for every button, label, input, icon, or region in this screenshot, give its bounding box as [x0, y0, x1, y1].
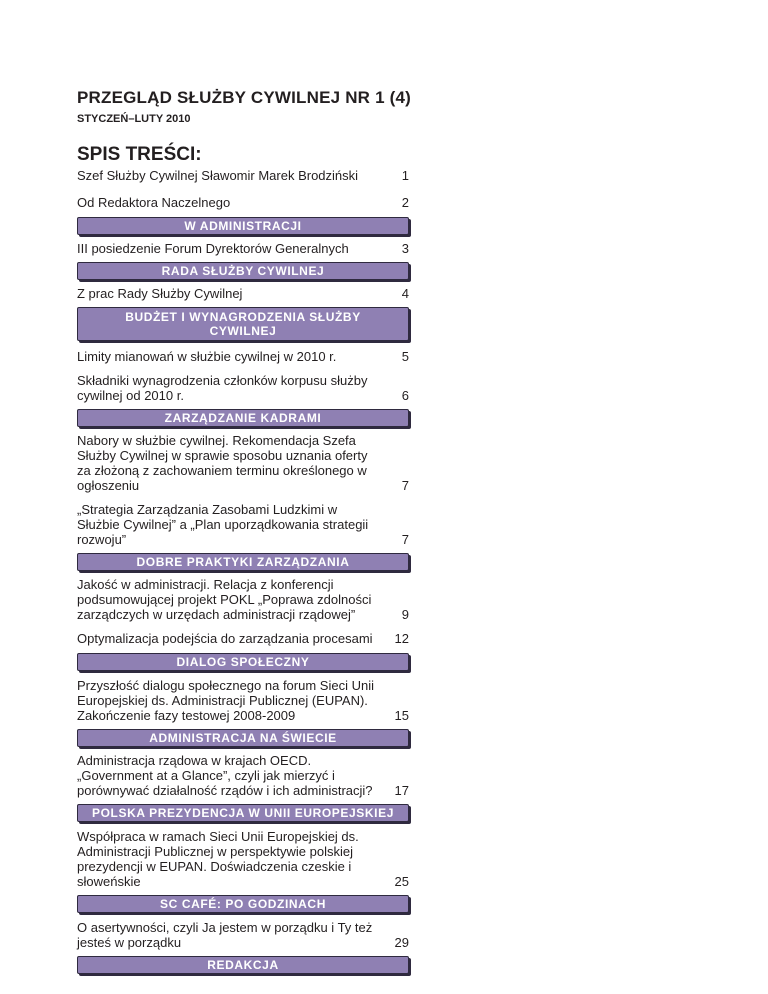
toc-entry-page: 17 [394, 783, 409, 798]
toc-entry-page: 4 [401, 286, 409, 301]
toc-entry-title: Składniki wynagrodzenia członków korpusu służby cywilnej od 2010 r. [77, 373, 368, 403]
toc-entry[interactable] [77, 920, 409, 950]
toc-entry-title: Szef Służby Cywilnej Sławomir Marek Brodziński [77, 168, 359, 183]
toc-entry-title: „Strategia Zarządzania Zasobami Ludzkimi w Służbie Cywilnej” a „Plan uporządkowania strategii rozwoju” [77, 502, 369, 547]
toc-entry-title: Optymalizacja podejścia do zarządzania procesami [77, 631, 373, 646]
toc-entry[interactable] [77, 433, 409, 493]
toc-entry-title: Jakość w administracji. Relacja z konferencji podsumowującej projekt POKL „Poprawa zdolności zarządczych w urzędach administracji rządowej” [77, 577, 372, 622]
toc-entry[interactable] [77, 678, 409, 723]
section-bar-dobre-praktyki: DOBRE PRAKTYKI ZARZĄDZANIA [77, 553, 409, 571]
toc-entry-title: Limity mianowań w służbie cywilnej w 2010 r. [77, 349, 337, 364]
toc-entry-title: Nabory w służbie cywilnej. Rekomendacja Szefa Służby Cywilnej w sprawie sposobu uznania oferty za złożoną z zachowaniem terminu określonego w ogłoszeniu [77, 433, 368, 493]
toc-entry[interactable] [77, 241, 409, 256]
toc-entry-page: 5 [401, 349, 409, 364]
toc-heading: SPIS TREŚCI: [77, 144, 202, 165]
section-bar-polska-prezydencja: POLSKA PREZYDENCJA W UNII EUROPEJSKIEJ [77, 804, 409, 822]
toc-entry[interactable] [77, 577, 409, 622]
toc-entry-page: 12 [394, 631, 409, 646]
toc-entry-title: Przyszłość dialogu społecznego na forum Sieci Unii Europejskiej ds. Administracji Publicznej (EUPAN). Zakończenie fazy testowej 2008-2009 [77, 678, 374, 723]
toc-entry-page: 3 [401, 241, 409, 256]
toc-entry[interactable] [77, 753, 409, 798]
toc-entry[interactable] [77, 631, 409, 646]
toc-entry[interactable] [77, 286, 409, 301]
toc-entry-title: III posiedzenie Forum Dyrektorów Generalnych [77, 241, 349, 256]
journal-title: PRZEGLĄD SŁUŻBY CYWILNEJ NR 1 (4) [77, 88, 412, 107]
toc-entry[interactable] [77, 195, 409, 210]
toc-entry-page: 29 [394, 935, 409, 950]
toc-entry-page: 6 [401, 388, 409, 403]
toc-entry[interactable] [77, 502, 409, 547]
section-bar-w-administracji: W ADMINISTRACJI [77, 217, 409, 235]
toc-entry-title: Administracja rządowa w krajach OECD. „Government at a Glance”, czyli jak mierzyć i porównywać działalność rządów i ich administracji? [77, 753, 373, 798]
issue-date: STYCZEŃ–LUTY 2010 [77, 113, 191, 125]
section-bar-sc-cafe: SC CAFÉ: PO GODZINACH [77, 895, 409, 913]
toc-entry-page: 7 [401, 478, 409, 493]
toc-entry-title: Współpraca w ramach Sieci Unii Europejskiej ds. Administracji Publicznej w perspektywie polskiej prezydencji w EUPAN. Doświadczenia czeskie i słoweńskie [77, 829, 359, 889]
table-of-contents [77, 168, 409, 974]
toc-entry[interactable] [77, 829, 409, 889]
section-bar-administracja-na-swiecie: ADMINISTRACJA NA ŚWIECIE [77, 729, 409, 747]
toc-entry-page: 9 [401, 607, 409, 622]
section-bar-redakcja: REDAKCJA [77, 956, 409, 974]
toc-entry-title: Z prac Rady Służby Cywilnej [77, 286, 243, 301]
section-bar-rada-sluzby-cywilnej: RADA SŁUŻBY CYWILNEJ [77, 262, 409, 280]
toc-entry[interactable] [77, 168, 409, 183]
toc-entry-page: 2 [401, 195, 409, 210]
toc-entry-title: Od Redaktora Naczelnego [77, 195, 231, 210]
toc-entry-title: O asertywności, czyli Ja jestem w porządku i Ty też jesteś w porządku [77, 920, 373, 950]
section-bar-dialog-spoleczny: DIALOG SPOŁECZNY [77, 653, 409, 671]
toc-entry[interactable] [77, 373, 409, 403]
section-bar-budzet-i-wynagrodzenia: BUDŻET I WYNAGRODZENIA SŁUŻBY CYWILNEJ [77, 307, 409, 341]
toc-entry[interactable] [77, 349, 409, 364]
toc-entry-page: 15 [394, 708, 409, 723]
toc-entry-page: 1 [401, 168, 409, 183]
toc-entry-page: 7 [401, 532, 409, 547]
toc-entry-page: 25 [394, 874, 409, 889]
section-bar-zarzadzanie-kadrami: ZARZĄDZANIE KADRAMI [77, 409, 409, 427]
